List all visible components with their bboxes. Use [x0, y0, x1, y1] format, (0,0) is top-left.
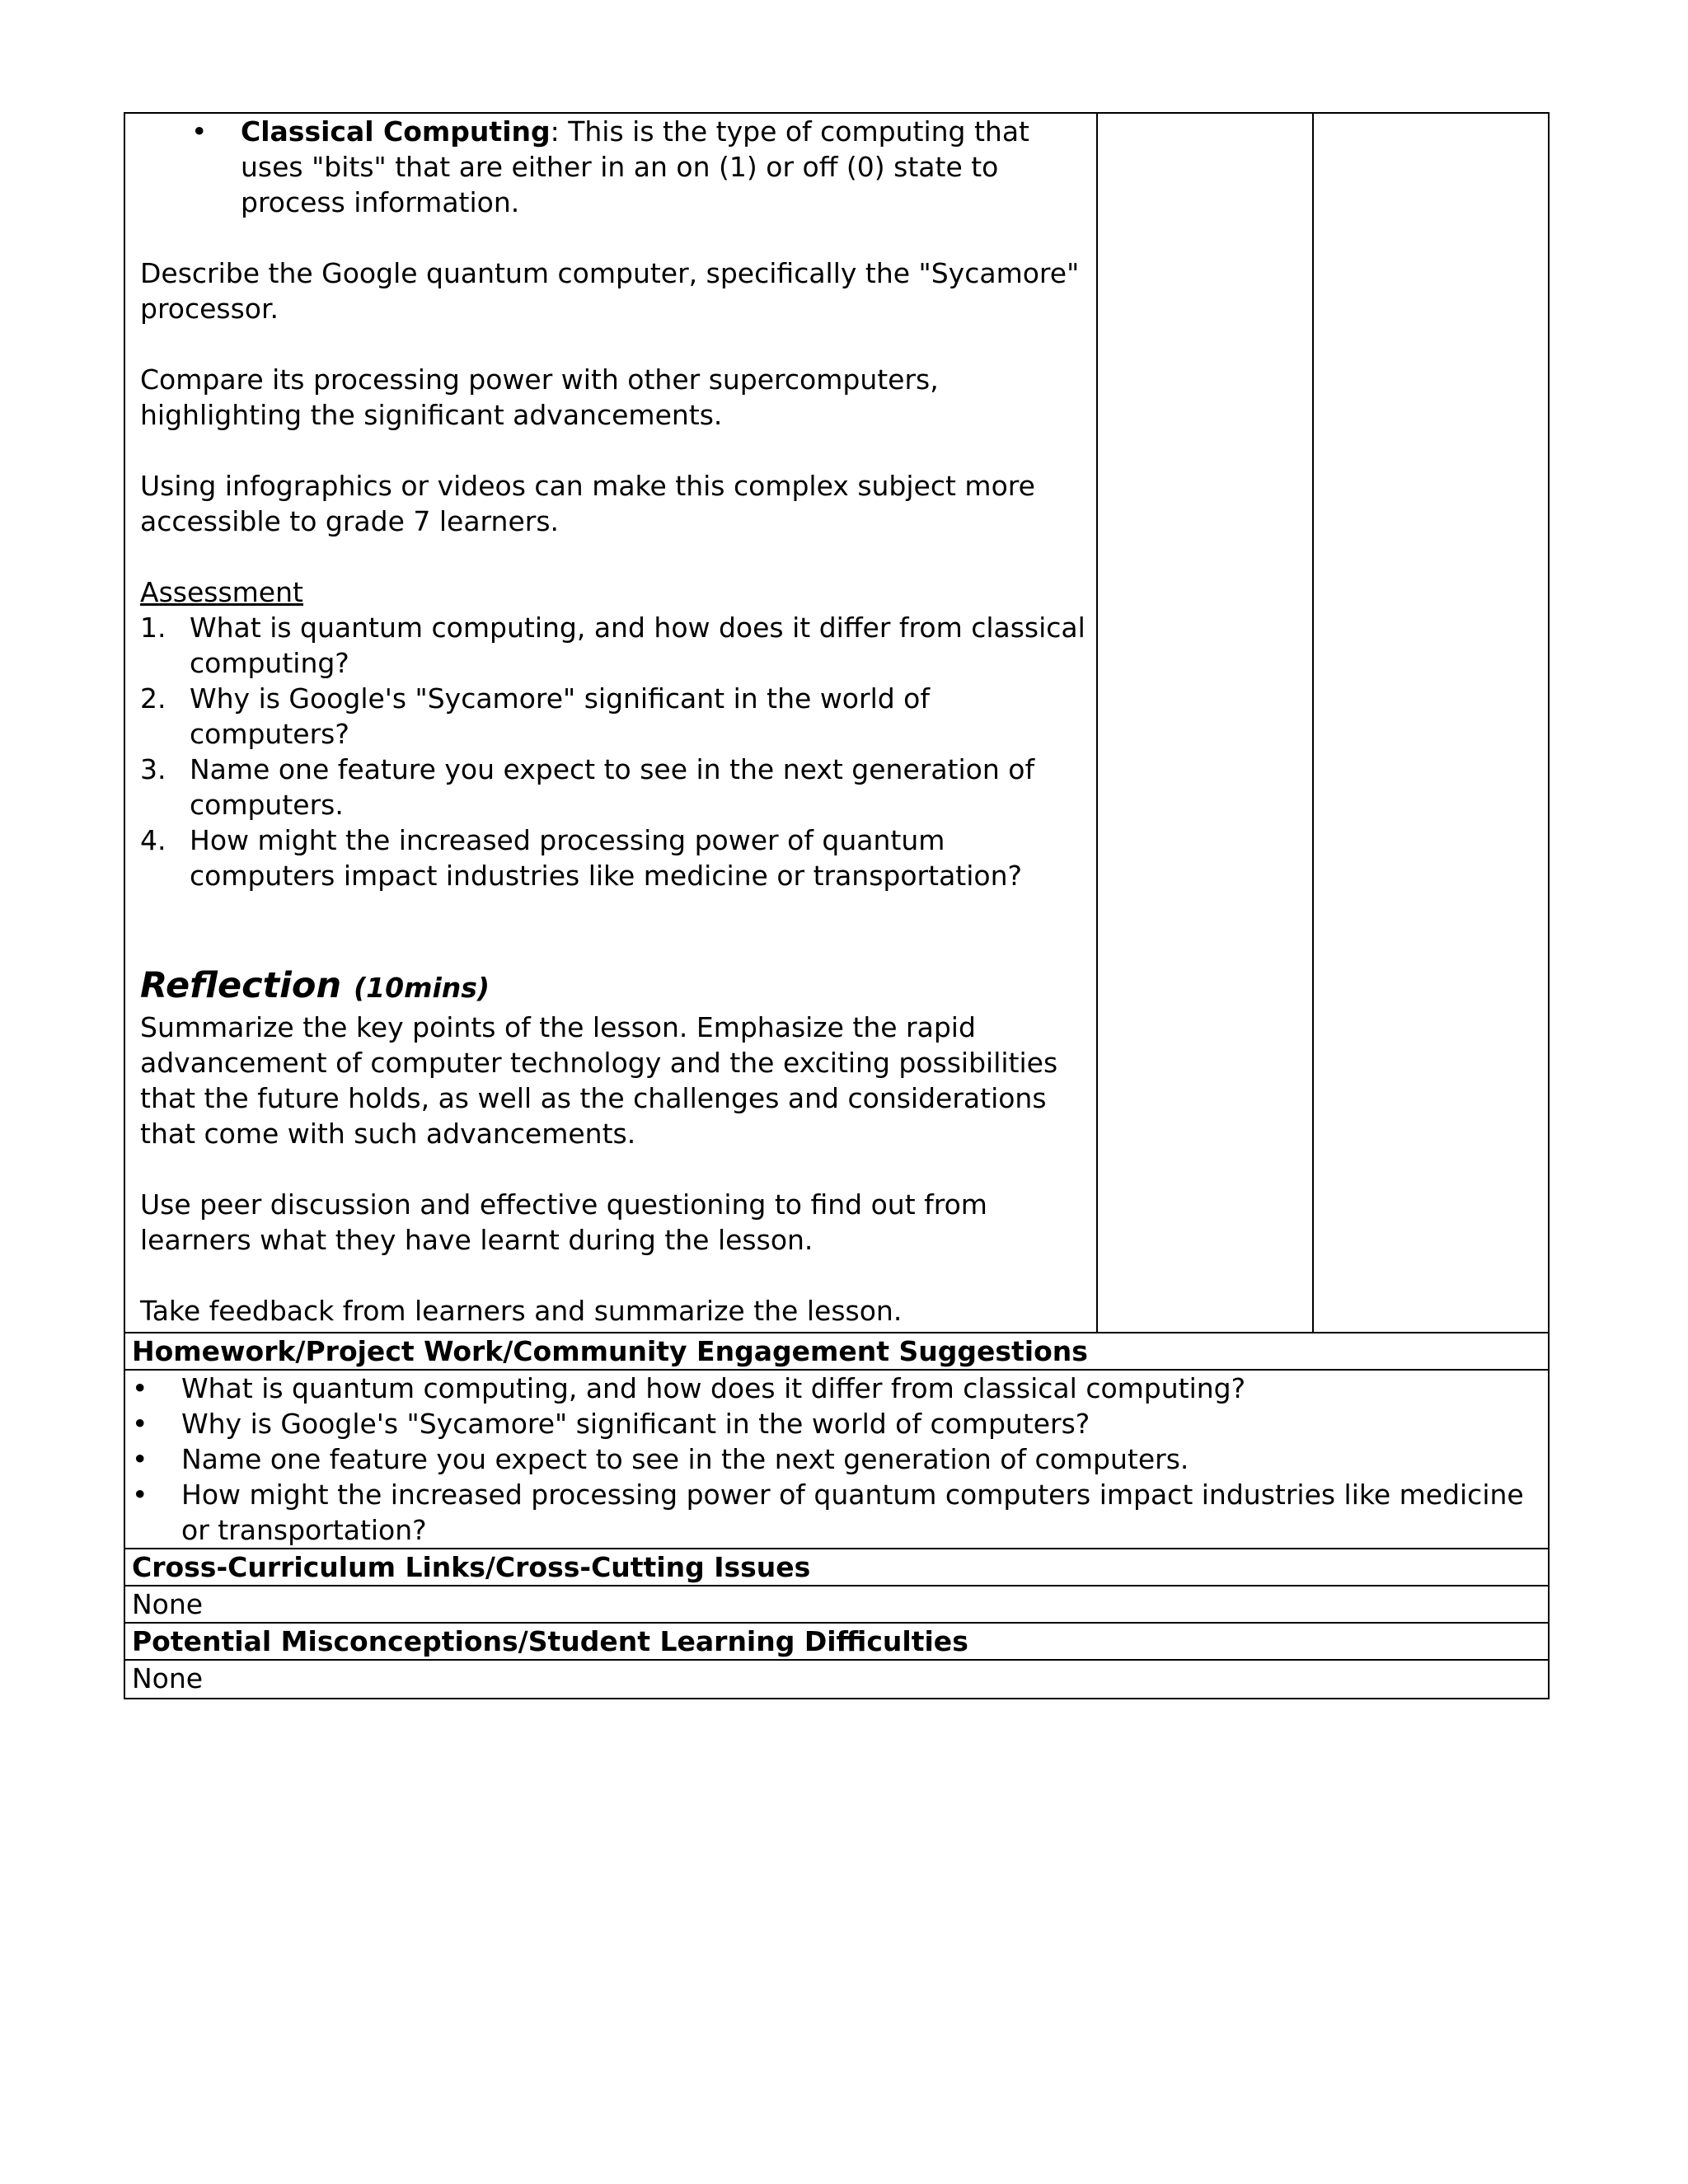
assessment-item: 1. What is quantum computing, and how does it differ from classical computing? [140, 612, 1085, 679]
sycamore-paragraph: Describe the Google quantum computer, specifically the "Sycamore" processor. [140, 257, 1080, 325]
compare-paragraph: Compare its processing power with other supercomputers, highlighting the significant advancements. [140, 363, 939, 431]
reflection-title: Reflection [140, 965, 342, 1006]
bullet-icon: • [132, 1443, 148, 1475]
misconceptions-title: Potential Misconceptions/Student Learning Difficulties [124, 1623, 1549, 1660]
reflection-duration: (10mins) [354, 972, 490, 1004]
cross-curriculum-title: Cross-Curriculum Links/Cross-Cutting Issues [124, 1549, 1549, 1586]
empty-column-cell [1313, 113, 1549, 1333]
assessment-list [140, 610, 1088, 893]
classical-computing-bullet [191, 114, 1088, 220]
misconceptions-header-row [124, 1623, 1549, 1660]
assessment-item: 2. Why is Google's "Sycamore" significant in the world of computers? [140, 682, 930, 750]
bullet-icon: • [132, 1479, 148, 1511]
homework-content-row [124, 1370, 1549, 1549]
classical-computing-definition: : This is the type of computing that uses "bits" that are either in an on (1) or off (0) state to process information. [241, 115, 1029, 218]
cross-curriculum-value-row [124, 1586, 1549, 1623]
homework-item: • Why is Google's "Sycamore" significant in the world of computers? [132, 1408, 1090, 1440]
reflection-feedback-paragraph: Take feedback from learners and summarize the lesson. [140, 1295, 903, 1327]
lesson-plan-table [124, 112, 1550, 1699]
reflection-heading [140, 964, 1088, 1010]
assessment-item: 4. How might the increased processing power of quantum computers impact industries like medicine or transportation? [140, 824, 1023, 892]
misconceptions-value: None [124, 1660, 1549, 1699]
classical-computing-text [241, 114, 1088, 220]
homework-item: • Name one feature you expect to see in the next generation of computers. [132, 1443, 1189, 1475]
main-content-cell [124, 113, 1097, 1333]
misconceptions-value-row [124, 1660, 1549, 1699]
classical-computing-term: Classical Computing [241, 115, 551, 148]
reflection-summary-paragraph: Summarize the key points of the lesson. Emphasize the rapid advancement of computer technology and the exciting possibilities that the future holds, as well as the challenges and considerations that come with such advancements. [140, 1011, 1058, 1150]
homework-content-cell [124, 1370, 1549, 1549]
main-content-row [124, 113, 1549, 1333]
homework-list [132, 1371, 1541, 1548]
reflection-discussion-paragraph: Use peer discussion and effective questioning to find out from learners what they have learnt during the lesson. [140, 1188, 987, 1256]
homework-item: • How might the increased processing power of quantum computers impact industries like medicine or transportation? [132, 1479, 1524, 1546]
homework-item: • What is quantum computing, and how does it differ from classical computing? [132, 1372, 1246, 1404]
homework-title: Homework/Project Work/Community Engagement Suggestions [124, 1333, 1549, 1370]
cross-curriculum-value: None [124, 1586, 1549, 1623]
cross-curriculum-header-row [124, 1549, 1549, 1586]
empty-column-cell [1097, 113, 1313, 1333]
homework-header-row [124, 1333, 1549, 1370]
bullet-icon: • [191, 115, 208, 148]
bullet-icon: • [132, 1372, 148, 1404]
assessment-title: Assessment [140, 576, 303, 608]
assessment-item: 3. Name one feature you expect to see in the next generation of computers. [140, 753, 1035, 821]
infographics-paragraph: Using infographics or videos can make this complex subject more accessible to grade 7 learners. [140, 470, 1035, 537]
bullet-icon: • [132, 1408, 148, 1440]
